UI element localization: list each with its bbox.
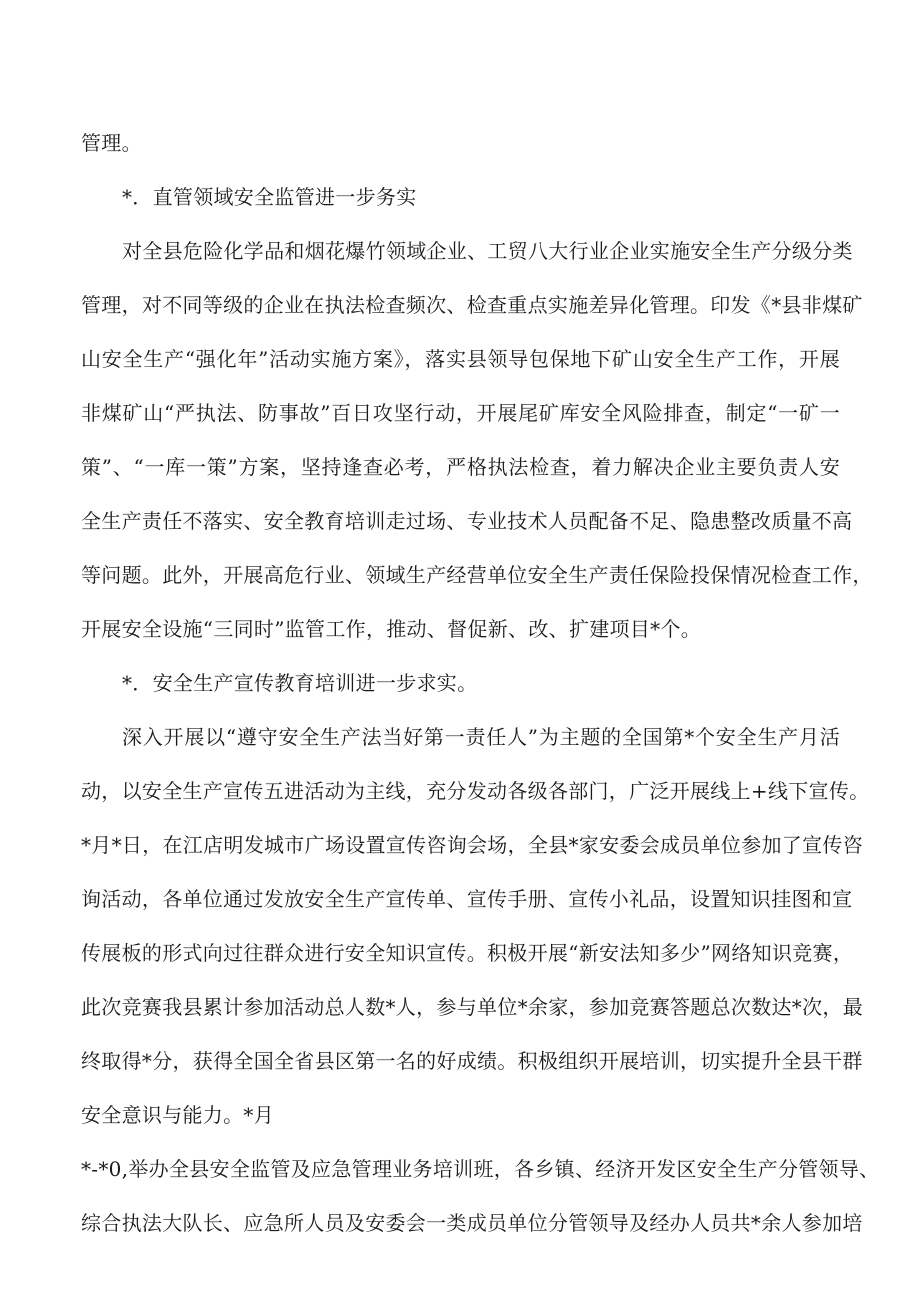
paragraph-line: 全生产责任不落实、安全教育培训走过场、专业技术人员配备不足、隐患整改质量不高: [81, 509, 853, 533]
paragraph-line: 综合执法大队长、应急所人员及安委会一类成员单位分管领导及经办人员共*余人参加培: [81, 1211, 863, 1235]
paragraph-line: *-*0,举办全县安全监管及应急管理业务培训班，各乡镇、经济开发区安全生产分管领导、: [81, 1157, 880, 1181]
paragraph-line: 询活动，各单位通过发放安全生产宣传单、宣传手册、宣传小礼品，设置知识挂图和宣: [81, 887, 853, 911]
paragraph-line: 安全意识与能力。*月: [81, 1103, 274, 1127]
paragraph-line: 等问题。此外，开展高危行业、领域生产经营单位安全生产责任保险投保情况检查工作，: [81, 563, 873, 587]
paragraph-line: 管理，对不同等级的企业在执法检查频次、检查重点实施差异化管理。印发《*县非煤矿: [81, 293, 863, 317]
paragraph-line: 非煤矿山“严执法、防事故”百日攻坚行动，开展尾矿库安全风险排查，制定“一矿一: [81, 401, 840, 425]
section-heading: *．直管领域安全监管进一步务实: [122, 185, 417, 209]
paragraph-line: 此次竞赛我县累计参加活动总人数*人，参与单位*余家，参加竞赛答题总次数达*次，最: [81, 995, 863, 1019]
paragraph-line: 对全县危险化学品和烟花爆竹领域企业、工贸八大行业企业实施安全生产分级分类: [122, 239, 853, 263]
paragraph-line: 开展安全设施“三同时”监管工作，推动、督促新、改、扩建项目*个。: [81, 617, 702, 641]
paragraph-line: 管理。: [81, 131, 142, 155]
paragraph-line: 传展板的形式向过往群众进行安全知识宣传。积极开展“新安法知多少”网络知识竞赛，: [81, 941, 854, 965]
paragraph-line: *月*日，在江店明发城市广场设置宣传咨询会场，全县*家安委会成员单位参加了宣传咨: [81, 833, 863, 857]
paragraph-line: 动，以安全生产宣传五进活动为主线，充分发动各级各部门，广泛开展线上+线下宣传。: [81, 779, 870, 803]
paragraph-line: 策”、“一库一策”方案，坚持逢查必考，严格执法检查，着力解决企业主要负责人安: [81, 455, 840, 479]
section-heading: *．安全生产宣传教育培训进一步求实。: [122, 671, 478, 695]
paragraph-line: 山安全生产“强化年”活动实施方案》，落实县领导包保地下矿山安全生产工作，开展: [81, 347, 840, 371]
paragraph-line: 深入开展以“遵守安全生产法当好第一责任人”为主题的全国第*个安全生产月活: [122, 725, 840, 749]
paragraph-line: 终取得*分，获得全国全省县区第一名的好成绩。积极组织开展培训，切实提升全县干群: [81, 1049, 863, 1073]
